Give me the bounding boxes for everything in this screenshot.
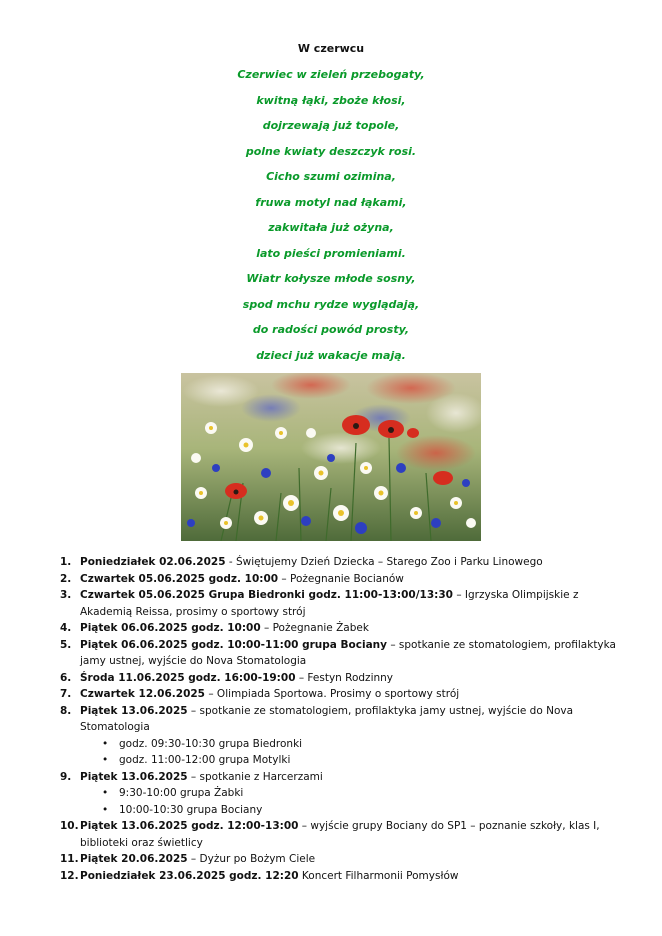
item-date: Poniedziałek 23.06.2025 godz. 12:20 [80, 869, 299, 882]
sub-item-text: 9:30-10:00 grupa Żabki [119, 787, 244, 799]
item-description: – Festyn Rodzinny [295, 671, 394, 684]
poem-line: lato pieści promieniami. [256, 246, 406, 260]
sub-list-item [60, 785, 620, 802]
list-item [60, 851, 620, 868]
item-date: Piątek 20.06.2025 [80, 853, 188, 865]
item-date: Piątek 13.06.2025 [80, 704, 188, 717]
list-item [60, 587, 620, 620]
item-number: 3. [60, 589, 72, 601]
sub-item-text: 10:00-10:30 grupa Bociany [119, 803, 263, 816]
sub-list-item [60, 802, 620, 819]
list-item [60, 620, 620, 637]
item-number: 5. [60, 638, 72, 651]
events-list [60, 554, 620, 884]
poem-line: fruwa motyl nad łąkami, [255, 195, 407, 209]
poem [0, 67, 662, 373]
bullet-icon: • [102, 787, 109, 799]
item-date: Piątek 06.06.2025 godz. 10:00-11:00 grupa Bociany [80, 638, 387, 651]
bullet-icon: • [102, 737, 109, 750]
list-item [60, 818, 620, 851]
item-number: 2. [60, 572, 72, 585]
sub-list-item [60, 752, 620, 769]
item-date: Poniedziałek 02.06.2025 [80, 556, 226, 568]
item-description: – Olimpiada Sportowa. Prosimy o sportowy strój [205, 688, 460, 700]
poem-line: dojrzewają już topole, [262, 119, 400, 132]
item-number: 12. [60, 869, 79, 882]
item-date: Czwartek 05.06.2025 godz. 10:00 [80, 572, 279, 585]
item-number: 9. [60, 770, 72, 783]
wildflower-meadow-photo [181, 373, 481, 541]
item-number: 6. [60, 671, 72, 684]
item-description: – spotkanie z Harcerzami [187, 770, 323, 783]
item-description: Koncert Filharmonii Pomysłów [298, 869, 459, 882]
poem-line: Cicho szumi ozimina, [266, 170, 396, 183]
item-date: Piątek 13.06.2025 godz. 12:00-13:00 [80, 820, 299, 832]
poem-line: Czerwiec w zieleń przebogaty, [237, 68, 425, 81]
list-item [60, 670, 620, 687]
item-number: 8. [60, 704, 72, 717]
item-number: 11. [60, 853, 79, 865]
item-description: – spotkanie ze stomatologiem, profilaktyka jamy ustnej, wyjście do Nova Stomatologia [80, 638, 616, 667]
item-date: Piątek 06.06.2025 godz. 10:00 [80, 622, 261, 634]
list-item [60, 769, 620, 786]
item-number: 4. [60, 622, 72, 634]
item-date: Czwartek 12.06.2025 [80, 688, 205, 700]
list-item [60, 554, 620, 571]
bullet-icon: • [102, 754, 109, 766]
item-number: 10. [60, 820, 79, 832]
poem-line: dzieci już wakacje mają. [256, 348, 406, 362]
item-date: Środa 11.06.2025 godz. 16:00-19:00 [80, 671, 296, 684]
bullet-icon: • [102, 803, 109, 816]
list-item [60, 571, 620, 588]
sub-item-text: godz. 09:30-10:30 grupa Biedronki [119, 737, 303, 750]
item-description: – Pożegnanie Bocianów [278, 572, 404, 585]
item-description: – Pożegnanie Żabek [260, 622, 369, 634]
list-item [60, 703, 620, 736]
sub-item-text: godz. 11:00-12:00 grupa Motylki [119, 754, 291, 766]
poem-line: do radości powód prosty, [252, 323, 410, 336]
item-description: - Świętujemy Dzień Dziecka – Starego Zoo i Parku Linowego [225, 556, 543, 568]
item-date: Piątek 13.06.2025 [80, 770, 188, 783]
poem-line: kwitną łąki, zboże kłosi, [256, 93, 406, 107]
list-item [60, 686, 620, 703]
poem-line: Wiatr kołysze młode sosny, [246, 272, 416, 285]
list-item [60, 637, 620, 670]
page-title: W czerwcu [297, 42, 365, 55]
item-description: – Dyżur po Bożym Ciele [187, 853, 316, 865]
sub-list-item [60, 736, 620, 753]
poem-line: polne kwiaty deszczyk rosi. [245, 144, 417, 158]
item-number: 1. [60, 556, 72, 568]
item-description: – spotkanie ze stomatologiem, profilaktyka jamy ustnej, wyjście do Nova Stomatologia [80, 704, 574, 733]
item-description: – wyjście grupy Bociany do SP1 – poznanie szkoły, klas I, biblioteki oraz świetlicy [80, 820, 600, 849]
list-item [60, 868, 620, 885]
poem-line: spod mchu rydze wyglądają, [242, 297, 420, 311]
poem-line: zakwitała już ożyna, [268, 221, 394, 234]
item-number: 7. [60, 688, 72, 700]
item-date: Czwartek 05.06.2025 Grupa Biedronki godz. 11:00-13:00/13:30 [80, 589, 453, 601]
item-description: – Igrzyska Olimpijskie z Akademią Reissa, prosimy o sportowy strój [80, 589, 579, 618]
